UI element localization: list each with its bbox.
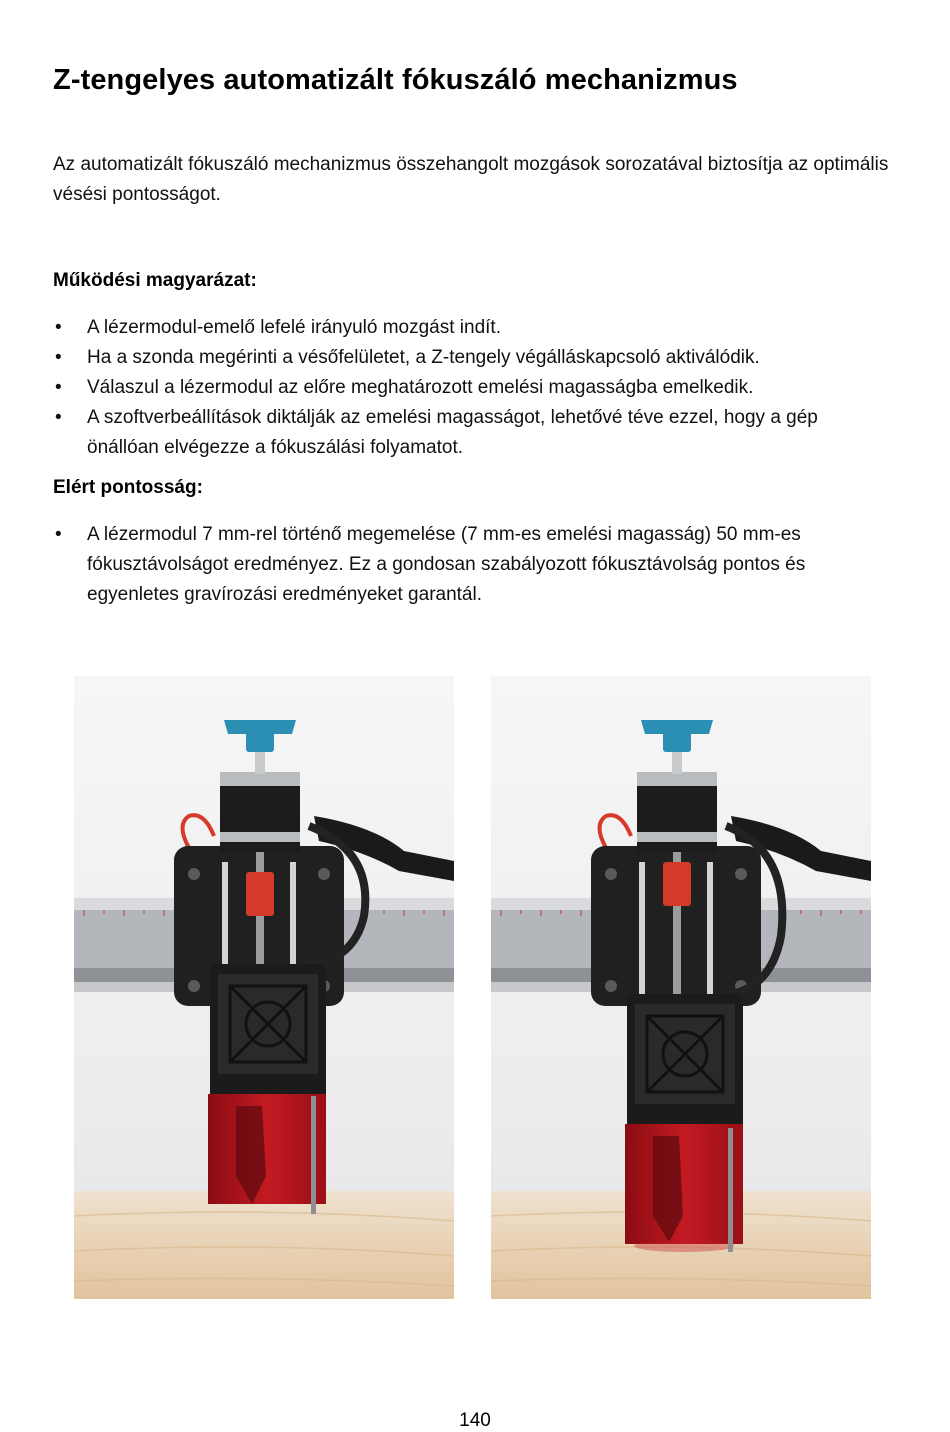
laser-shield <box>625 1124 743 1244</box>
intro-paragraph: Az automatizált fókuszáló mechanizmus összehangolt mozgások sorozatával biztosítja az optimális vésési pontosságot. <box>53 154 889 205</box>
probe <box>728 1128 733 1252</box>
operation-list <box>53 313 883 463</box>
laser-module-illustration <box>491 676 871 1299</box>
probe <box>311 1096 316 1214</box>
photo-laser-lowered <box>491 676 871 1299</box>
coupler <box>246 872 274 916</box>
list-item: • Ha a szonda megérinti a vésőfelületet, a Z-tengely végálláskapcsoló aktiválódik. <box>53 343 883 373</box>
list-item: • A lézermodul-emelő lefelé irányuló mozgást indít. <box>53 313 883 343</box>
photo-laser-raised <box>74 676 454 1299</box>
list-item: • A szoftverbeállítások diktálják az emelési magasságot, lehetővé téve ezzel, hogy a gép önállóan elvégezze a fókuszálási folyamatot. <box>53 403 883 463</box>
operation-heading: Működési magyarázat: <box>53 270 257 291</box>
laser-shield <box>208 1094 326 1204</box>
precision-list <box>53 520 883 610</box>
list-item: • Válaszul a lézermodul az előre meghatározott emelési magasságba emelkedik. <box>53 373 883 403</box>
page-number: 140 <box>459 1410 491 1431</box>
list-item: • A lézermodul 7 mm-rel történő megemelése (7 mm-es emelési magasság) 50 mm-es fókusztávolságot eredményez. Ez a gondosan szabályozott fókusztávolság pontos és egyenletes gravírozási eredményeket garantál. <box>53 520 883 610</box>
precision-heading: Elért pontosság: <box>53 477 203 498</box>
coupler <box>663 862 691 906</box>
laser-module-illustration <box>74 676 454 1299</box>
page-title: Z-tengelyes automatizált fókuszáló mechanizmus <box>53 64 738 96</box>
